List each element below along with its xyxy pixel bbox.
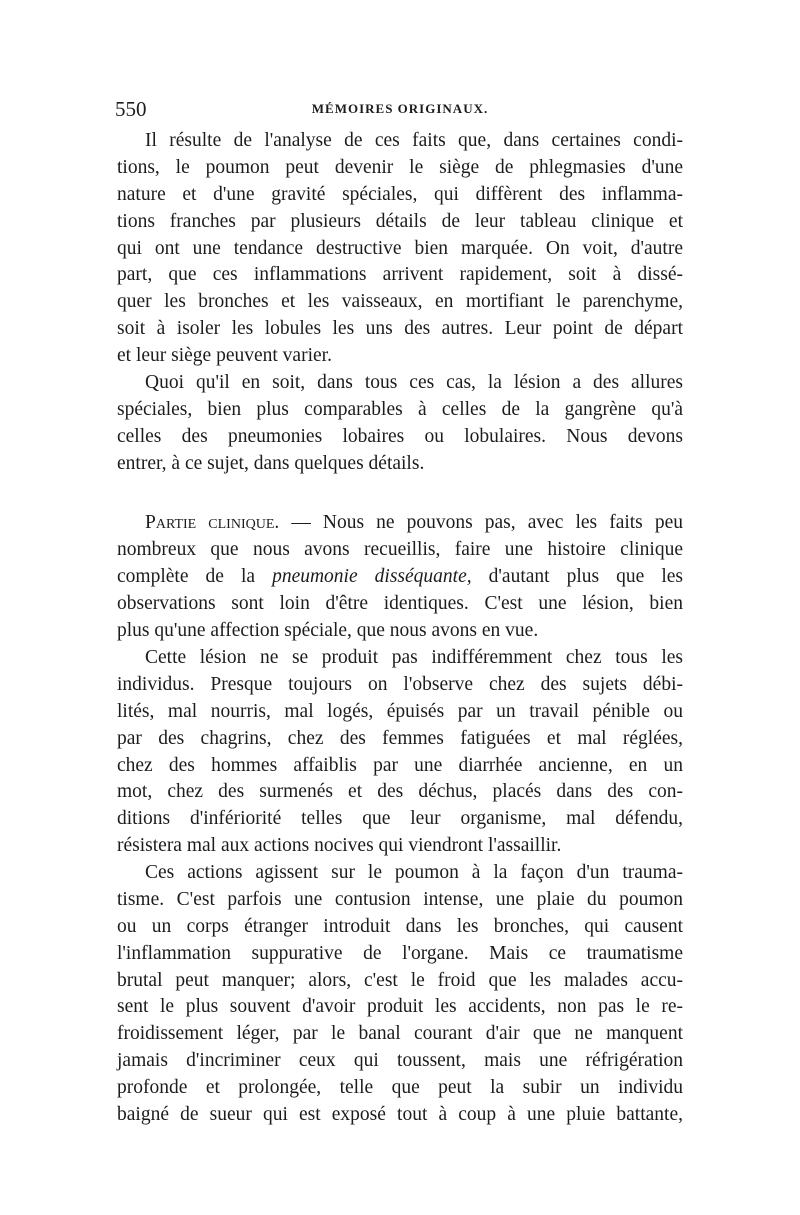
line-text: complète de la (117, 565, 273, 587)
line-text: d'autant plus que les (471, 565, 683, 587)
section-heading: Partie clinique. (145, 512, 280, 533)
text-line: froidissement léger, par le banal courant d'air que ne manquent (117, 1023, 683, 1045)
text-line: qui ont une tendance destructive bien marquée. On voit, d'autre (117, 237, 683, 259)
section-first-line-text: — Nous ne pouvons pas, avec les faits peu (279, 512, 683, 533)
page-number: 550 (115, 97, 147, 121)
text-line: Ces actions agissent sur le poumon à la façon d'un trauma- (145, 862, 683, 883)
text-line: par des chagrins, chez des femmes fatiguées et mal réglées, (117, 727, 683, 749)
text-line: soit à isoler les lobules les uns des autres. Leur point de départ (117, 318, 683, 340)
text-line: part, que ces inflammations arrivent rapidement, soit à dissé- (117, 264, 683, 286)
text-line: entrer, à ce sujet, dans quelques détails. (117, 452, 425, 474)
text-line: sent le plus souvent d'avoir produit les accidents, non pas le re- (117, 996, 683, 1018)
text-line: ditions d'infériorité telles que leur organisme, mal défendu, (117, 808, 683, 830)
text-line (117, 564, 683, 591)
text-line: et leur siège peuvent varier. (117, 345, 332, 367)
text-line: Quoi qu'il en soit, dans tous ces cas, la lésion a des allures (145, 372, 683, 393)
text-line: baigné de sueur qui est exposé tout à coup à une pluie battante, (117, 1104, 683, 1126)
text-line: observations sont loin d'être identiques. C'est une lésion, bien (117, 592, 683, 614)
text-line: individus. Presque toujours on l'observe chez des sujets débi- (117, 673, 683, 695)
paragraph-partie-clinique (117, 510, 683, 644)
text-line: Cette lésion ne se produit pas indifféremment chez tous les (145, 647, 683, 668)
text-line: celles des pneumonies lobaires ou lobulaires. Nous devons (117, 425, 683, 447)
text-line: spéciales, bien plus comparables à celles de la gangrène qu'à (117, 398, 683, 420)
text-line: lités, mal nourris, mal logés, épuisés par un travail pénible ou (117, 700, 683, 722)
italic-term: pneumonie disséquante, (272, 565, 472, 587)
text-line (117, 510, 683, 537)
text-line: Il résulte de l'analyse de ces faits que, dans certaines condi- (145, 130, 683, 151)
text-line: résistera mal aux actions nocives qui viendront l'assaillir. (117, 835, 562, 857)
paragraph-1 (117, 128, 683, 370)
paragraph-5 (117, 860, 683, 1129)
text-line: tions, le poumon peut devenir le siège de phlegmasies d'une (117, 156, 683, 178)
running-head (115, 96, 685, 122)
text-line: mot, chez des surmenés et des déchus, placés dans des con- (117, 781, 683, 803)
text-line: jamais d'incriminer ceux qui toussent, mais une réfrigération (117, 1050, 683, 1072)
text-line: ou un corps étranger introduit dans les bronches, qui causent (117, 915, 683, 937)
running-head-title: MÉMOIRES ORIGINAUX. (311, 101, 489, 116)
text-line: brutal peut manquer; alors, c'est le froid que les malades accu- (117, 969, 683, 991)
text-line: quer les bronches et les vaisseaux, en mortifiant le parenchyme, (117, 291, 683, 313)
paragraph-2 (117, 370, 683, 478)
text-line: nature et d'une gravité spéciales, qui diffèrent des inflamma- (117, 183, 683, 205)
text-line: plus qu'une affection spéciale, que nous avons en vue. (117, 619, 539, 641)
text-line: profonde et prolongée, telle que peut la subir un individu (117, 1077, 683, 1099)
text-line: tions franches par plusieurs détails de leur tableau clinique et (117, 210, 683, 232)
text-line: nombreux que nous avons recueillis, faire une histoire clinique (117, 538, 683, 560)
text-line: l'inflammation suppurative de l'organe. Mais ce traumatisme (117, 942, 683, 964)
paragraph-4 (117, 645, 683, 860)
text-line: chez des hommes affaiblis par une diarrhée ancienne, en un (117, 754, 683, 776)
text-line: tisme. C'est parfois une contusion intense, une plaie du poumon (117, 888, 683, 910)
